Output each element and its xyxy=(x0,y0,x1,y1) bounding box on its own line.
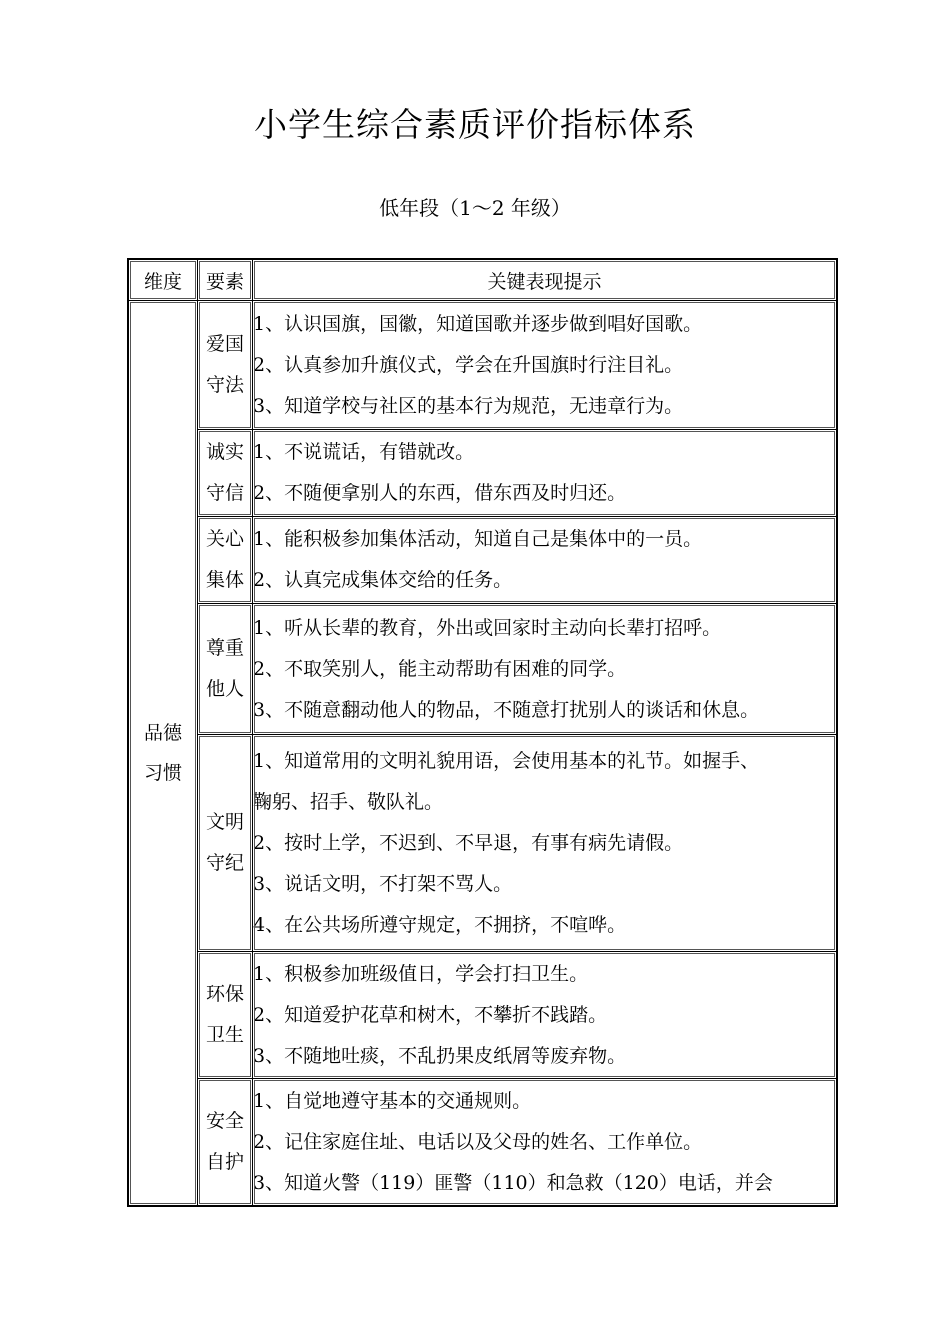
list-item: 1、自觉地遵守基本的交通规则。 xyxy=(253,1089,532,1112)
element-name-line: 安全 xyxy=(205,1110,244,1132)
element-name-line: 环保 xyxy=(205,983,244,1005)
table-row xyxy=(129,735,836,951)
list-item: 1、不说谎话，有错就改。 xyxy=(253,441,475,463)
list-item: 2、知道爱护花草和树木，不攀折不践踏。 xyxy=(253,1003,608,1026)
list-item: 1、积极参加班级值日，学会打扫卫生。 xyxy=(253,962,589,985)
element-cell xyxy=(198,604,252,734)
table-row xyxy=(129,952,836,1078)
element-cell xyxy=(198,517,252,603)
element-name-line: 守纪 xyxy=(205,852,244,874)
list-item: 2、不随便拿别人的东西，借东西及时归还。 xyxy=(253,482,627,504)
list-item: 2、记住家庭住址、电话以及父母的姓名、工作单位。 xyxy=(253,1130,703,1153)
element-name-line: 自护 xyxy=(205,1151,244,1173)
content-cell xyxy=(253,735,836,951)
element-cell xyxy=(198,952,252,1078)
element-name-line: 诚实 xyxy=(205,441,244,463)
list-item: 3、不随意翻动他人的物品，不随意打扰别人的谈话和休息。 xyxy=(253,698,760,721)
list-item: 3、不随地吐痰，不乱扔果皮纸屑等废弃物。 xyxy=(253,1044,627,1067)
table-row xyxy=(129,430,836,516)
content-cell xyxy=(253,517,836,603)
header-element: 要素 xyxy=(198,260,252,300)
list-item: 3、知道学校与社区的基本行为规范，无违章行为。 xyxy=(253,394,684,417)
list-item: 3、说话文明，不打架不骂人。 xyxy=(253,872,513,895)
element-name-line: 他人 xyxy=(205,678,244,700)
content-cell xyxy=(253,952,836,1078)
page-title: 小学生综合素质评价指标体系 xyxy=(254,105,696,144)
content-cell xyxy=(253,301,836,429)
dimension-label-line: 品德 xyxy=(143,722,182,744)
list-item: 1、听从长辈的教育，外出或回家时主动向长辈打招呼。 xyxy=(253,616,722,639)
list-item: 1、知道常用的文明礼貌用语，会使用基本的礼节。如握手、 xyxy=(253,749,760,772)
element-name-line: 爱国 xyxy=(205,333,244,355)
element-cell xyxy=(198,1079,252,1205)
dimension-cell xyxy=(129,301,197,1205)
list-item: 鞠躬、招手、敬队礼。 xyxy=(253,790,444,813)
element-cell xyxy=(198,301,252,429)
content-cell xyxy=(253,1079,836,1205)
element-name-line: 关心 xyxy=(205,528,244,550)
list-item: 1、能积极参加集体活动，知道自己是集体中的一员。 xyxy=(253,528,703,550)
table-row xyxy=(129,517,836,603)
element-name-line: 守信 xyxy=(205,482,244,504)
element-name-line: 文明 xyxy=(205,811,244,833)
element-name-line: 尊重 xyxy=(205,637,244,659)
header-dimension: 维度 xyxy=(129,260,197,300)
element-name-line: 守法 xyxy=(205,374,244,396)
list-item: 3、知道火警（119）匪警（110）和急救（120）电话，并会 xyxy=(253,1171,773,1194)
list-item: 2、认真参加升旗仪式，学会在升国旗时行注目礼。 xyxy=(253,353,684,376)
list-item: 4、在公共场所遵守规定，不拥挤，不喧哗。 xyxy=(253,913,627,936)
page-subtitle: 低年段（1～2 年级） xyxy=(379,196,571,220)
element-name-line: 卫生 xyxy=(205,1024,244,1046)
table-header-row xyxy=(129,260,836,300)
header-key-performance: 关键表现提示 xyxy=(253,260,836,300)
dimension-label-line: 习惯 xyxy=(143,762,182,784)
list-item: 2、认真完成集体交给的任务。 xyxy=(253,569,513,591)
table-row xyxy=(129,604,836,734)
content-cell xyxy=(253,604,836,734)
content-cell xyxy=(253,430,836,516)
element-name-line: 集体 xyxy=(205,569,244,591)
evaluation-table xyxy=(127,258,838,1207)
list-item: 1、认识国旗，国徽，知道国歌并逐步做到唱好国歌。 xyxy=(253,312,703,335)
table-row xyxy=(129,1079,836,1205)
list-item: 2、按时上学，不迟到、不早退，有事有病先请假。 xyxy=(253,831,684,854)
table-row xyxy=(129,301,836,429)
element-cell xyxy=(198,735,252,951)
list-item: 2、不取笑别人，能主动帮助有困难的同学。 xyxy=(253,657,627,680)
element-cell xyxy=(198,430,252,516)
